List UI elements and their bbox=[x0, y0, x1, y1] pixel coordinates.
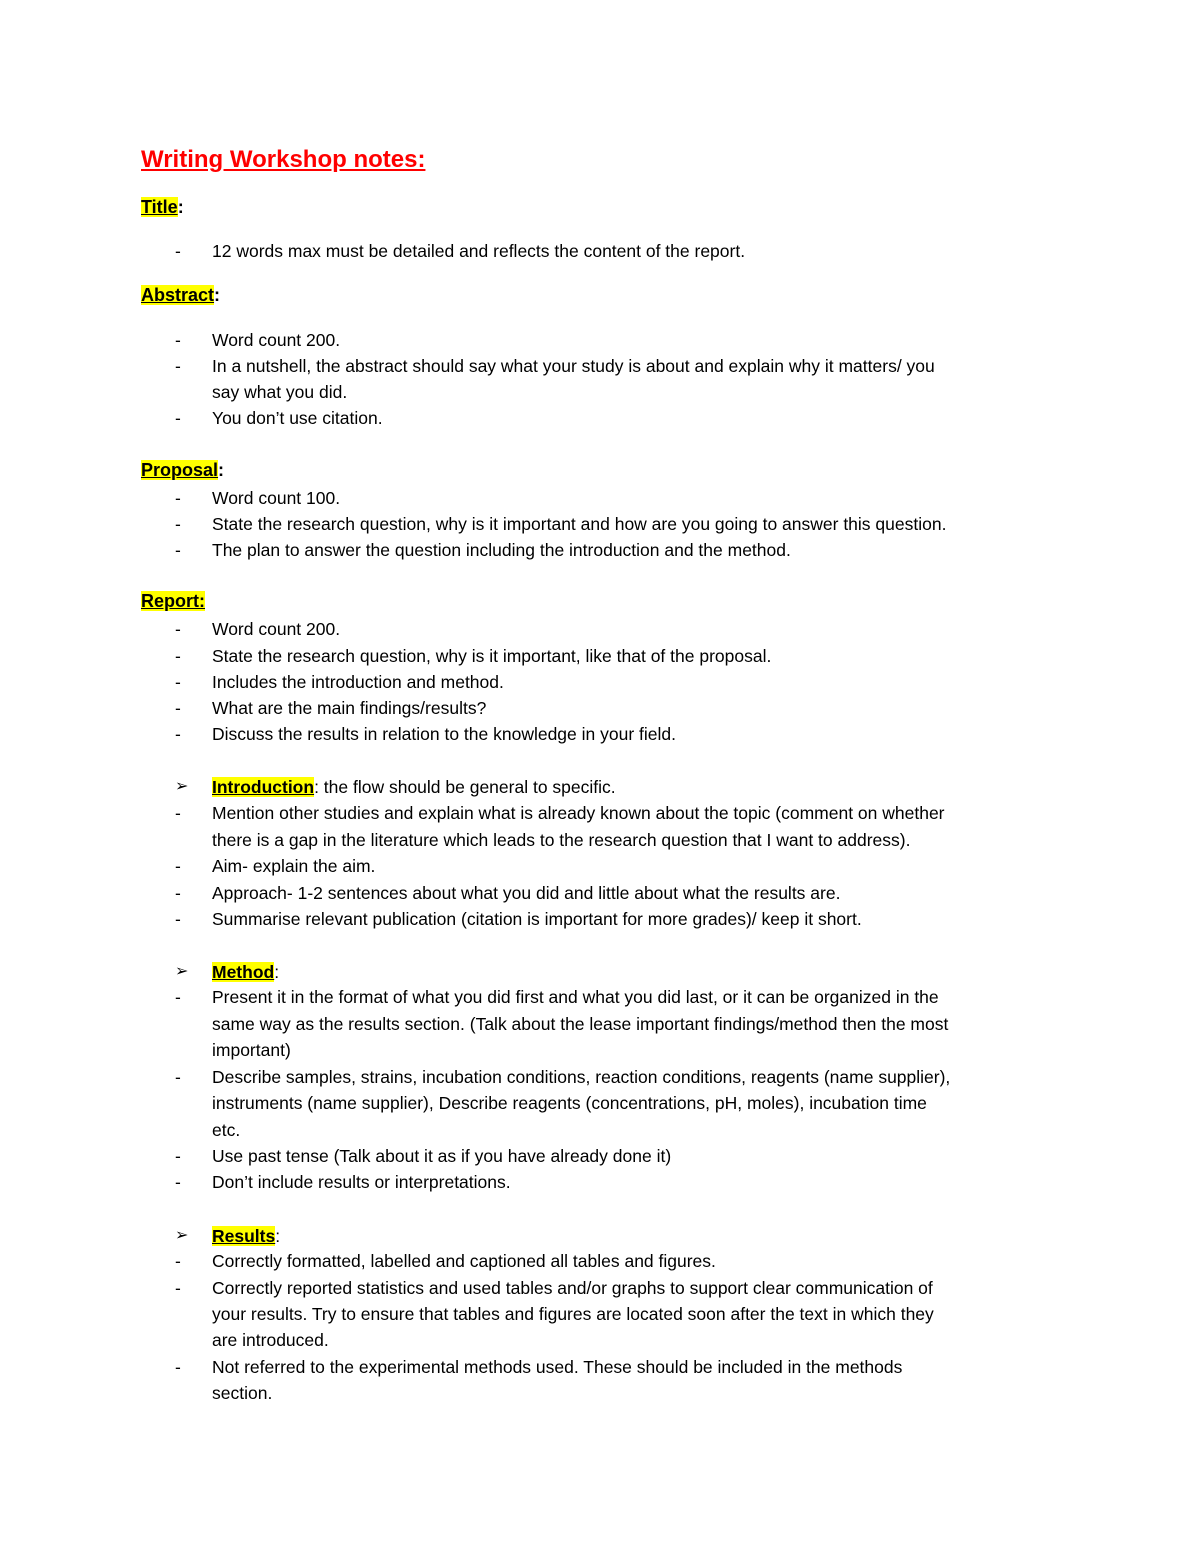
subheading-method-rest: : bbox=[274, 962, 280, 982]
dash-bullet: - bbox=[175, 619, 181, 639]
list-item-text: Includes the introduction and method. bbox=[212, 672, 504, 692]
document-title: Writing Workshop notes: bbox=[141, 146, 426, 173]
list-item-text: You don’t use citation. bbox=[212, 408, 383, 428]
list-item-continuation: say what you did. bbox=[212, 382, 348, 402]
heading-title-label: Title bbox=[141, 197, 178, 217]
dash-bullet: - bbox=[175, 1067, 181, 1087]
list-item-text: In a nutshell, the abstract should say what your study is about and explain why it matters/ you bbox=[212, 356, 935, 376]
list-item-text: 12 words max must be detailed and reflects the content of the report. bbox=[212, 241, 746, 261]
dash-bullet: - bbox=[175, 1357, 181, 1377]
arrow-bullet-icon: ➢ bbox=[175, 963, 189, 980]
list-item-text: Describe samples, strains, incubation conditions, reaction conditions, reagents (name supplier), bbox=[212, 1067, 951, 1087]
list-item-text: What are the main findings/results? bbox=[212, 698, 487, 718]
subheading-introduction-rest: : the flow should be general to specific. bbox=[314, 777, 616, 797]
heading-proposal-colon: : bbox=[218, 460, 225, 480]
dash-bullet: - bbox=[175, 698, 181, 718]
dash-bullet: - bbox=[175, 803, 181, 823]
heading-title-colon: : bbox=[177, 197, 184, 217]
dash-bullet: - bbox=[175, 408, 181, 428]
dash-bullet: - bbox=[175, 672, 181, 692]
subheading-results-rest: : bbox=[275, 1226, 281, 1246]
list-item-text: Word count 200. bbox=[212, 619, 341, 639]
list-item-text: State the research question, why is it important and how are you going to answer this question. bbox=[212, 514, 947, 534]
subheading-results-label: Results bbox=[212, 1226, 276, 1246]
dash-bullet: - bbox=[175, 1146, 181, 1166]
list-item-text: Present it in the format of what you did first and what you did last, or it can be organized in the bbox=[212, 987, 939, 1007]
dash-bullet: - bbox=[175, 987, 181, 1007]
list-item-continuation: there is a gap in the literature which leads to the research question that I want to address). bbox=[212, 830, 911, 850]
dash-bullet: - bbox=[175, 724, 181, 744]
list-item-text: Word count 100. bbox=[212, 488, 341, 508]
dash-bullet: - bbox=[175, 488, 181, 508]
list-item-text: Not referred to the experimental methods used. These should be included in the methods bbox=[212, 1357, 903, 1377]
dash-bullet: - bbox=[175, 540, 181, 560]
dash-bullet: - bbox=[175, 1251, 181, 1271]
dash-bullet: - bbox=[175, 909, 181, 929]
heading-report-label: Report: bbox=[141, 591, 205, 611]
dash-bullet: - bbox=[175, 514, 181, 534]
list-item-text: State the research question, why is it important, like that of the proposal. bbox=[212, 646, 772, 666]
heading-abstract bbox=[141, 285, 220, 306]
dash-bullet: - bbox=[175, 883, 181, 903]
heading-abstract-label: Abstract bbox=[141, 285, 215, 305]
list-item-continuation: are introduced. bbox=[212, 1330, 329, 1350]
list-item-text: Correctly formatted, labelled and captioned all tables and figures. bbox=[212, 1251, 716, 1271]
subheading-introduction-label: Introduction bbox=[212, 777, 315, 797]
list-item-text: Aim- explain the aim. bbox=[212, 856, 376, 876]
heading-proposal bbox=[141, 460, 224, 481]
list-item-continuation: etc. bbox=[212, 1120, 241, 1140]
list-item-text: Approach- 1-2 sentences about what you did and little about what the results are. bbox=[212, 883, 841, 903]
list-item-text: Summarise relevant publication (citation is important for more grades)/ keep it short. bbox=[212, 909, 862, 929]
heading-title bbox=[141, 197, 184, 218]
list-item-text: The plan to answer the question including the introduction and the method. bbox=[212, 540, 791, 560]
list-item-text: Discuss the results in relation to the knowledge in your field. bbox=[212, 724, 676, 744]
subheading-method-label: Method bbox=[212, 962, 275, 982]
list-item-continuation: section. bbox=[212, 1383, 273, 1403]
dash-bullet: - bbox=[175, 856, 181, 876]
heading-report bbox=[141, 591, 205, 612]
arrow-bullet-icon: ➢ bbox=[175, 1227, 189, 1244]
heading-abstract-colon: : bbox=[214, 285, 221, 305]
dash-bullet: - bbox=[175, 646, 181, 666]
list-item-text: Mention other studies and explain what is already known about the topic (comment on whether bbox=[212, 803, 945, 823]
list-item-continuation: same way as the results section. (Talk about the lease important findings/method then the most bbox=[212, 1014, 949, 1034]
arrow-bullet-icon: ➢ bbox=[175, 778, 189, 795]
list-item-text: Correctly reported statistics and used tables and/or graphs to support clear communication of bbox=[212, 1278, 933, 1298]
dash-bullet: - bbox=[175, 1172, 181, 1192]
dash-bullet: - bbox=[175, 1278, 181, 1298]
list-item-continuation: important) bbox=[212, 1040, 291, 1060]
heading-proposal-label: Proposal bbox=[141, 460, 219, 480]
list-item-text: Word count 200. bbox=[212, 330, 341, 350]
list-item-continuation: instruments (name supplier), Describe reagents (concentrations, pH, moles), incubation time bbox=[212, 1093, 927, 1113]
dash-bullet: - bbox=[175, 356, 181, 376]
dash-bullet: - bbox=[175, 330, 181, 350]
list-item-text: Don’t include results or interpretations. bbox=[212, 1172, 511, 1192]
dash-bullet: - bbox=[175, 241, 181, 261]
list-item-text: Use past tense (Talk about it as if you have already done it) bbox=[212, 1146, 672, 1166]
list-item-continuation: your results. Try to ensure that tables and figures are located soon after the text in which they bbox=[212, 1304, 934, 1324]
